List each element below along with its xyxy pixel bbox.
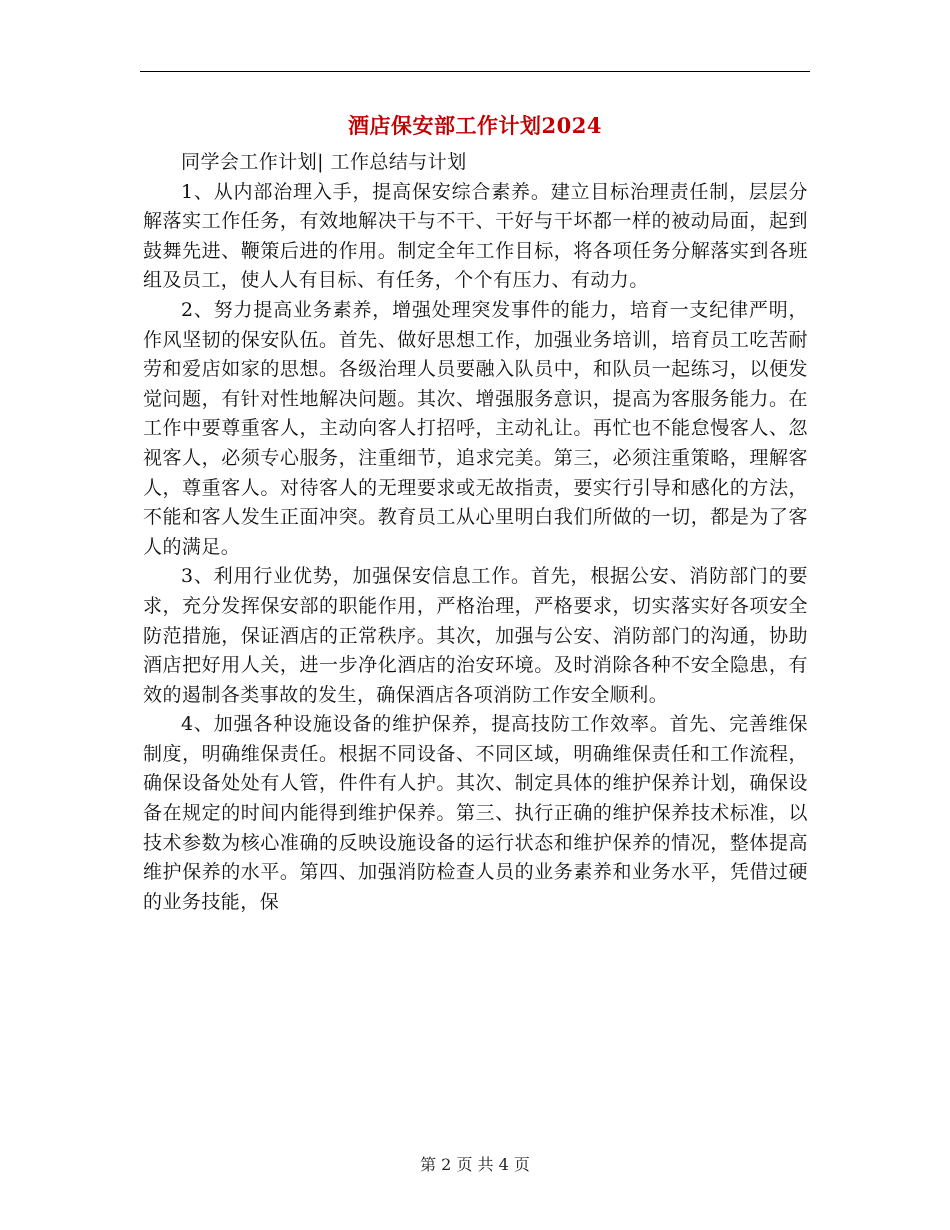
document-title: 酒店保安部工作计划2024: [348, 113, 602, 138]
header-rule: [140, 71, 810, 72]
paragraph-3: 3、利用行业优势，加强保安信息工作。首先，根据公安、消防部门的要求，充分发挥保安部的职能作用，严格治理，严格要求，切实落实好各项安全防范措施，保证酒店的正常秩序。其次，加强与公安、消防部门的沟通，协助酒店把好用人关，进一步净化酒店的治安环境。及时消除各种不安全隐患，有效的遏制各类事故的发生，确保酒店各项消防工作安全顺利。: [143, 565, 808, 706]
page-footer: [140, 1153, 810, 1177]
document-body: [143, 148, 808, 917]
paragraph-2: 2、努力提高业务素养，增强处理突发事件的能力，培育一支纪律严明，作风坚韧的保安队伍。首先、做好思想工作，加强业务培训，培育员工吃苦耐劳和爱店如家的思想。各级治理人员要融入队员中，和队员一起练习，以便发觉问题，有针对性地解决问题。其次、增强服务意识，提高为客服务能力。在工作中要尊重客人，主动向客人打招呼，主动礼让。再忙也不能怠慢客人、忽视客人，必须专心服务，注重细节，追求完美。第三，必须注重策略，理解客人，尊重客人。对待客人的无理要求或无故指责，要实行引导和感化的方法，不能和客人发生正面冲突。教育员工从心里明白我们所做的一切，都是为了客人的满足。: [143, 298, 808, 558]
paragraph-4: 4、加强各种设施设备的维护保养，提高技防工作效率。首先、完善维保制度，明确维保责任。根据不同设备、不同区域，明确维保责任和工作流程，确保设备处处有人管，件件有人护。其次、制定具体的维护保养计划，确保设备在规定的时间内能得到维护保养。第三、执行正确的维护保养技术标准，以技术参数为核心准确的反映设施设备的运行状态和维护保养的情况，整体提高维护保养的水平。第四、加强消防检查人员的业务素养和业务水平，凭借过硬的业务技能，保: [143, 713, 808, 913]
page-number: 第 2 页 共 4 页: [420, 1155, 530, 1174]
paragraph-1: 1、从内部治理入手，提高保安综合素养。建立目标治理责任制，层层分解落实工作任务，有效地解决干与不干、干好与干坏都一样的被动局面，起到鼓舞先进、鞭策后进的作用。制定全年工作目标，将各项任务分解落实到各班组及员工，使人人有目标、有任务，个个有压力、有动力。: [143, 180, 808, 292]
subtitle-line: 同学会工作计划| 工作总结与计划: [181, 151, 467, 173]
